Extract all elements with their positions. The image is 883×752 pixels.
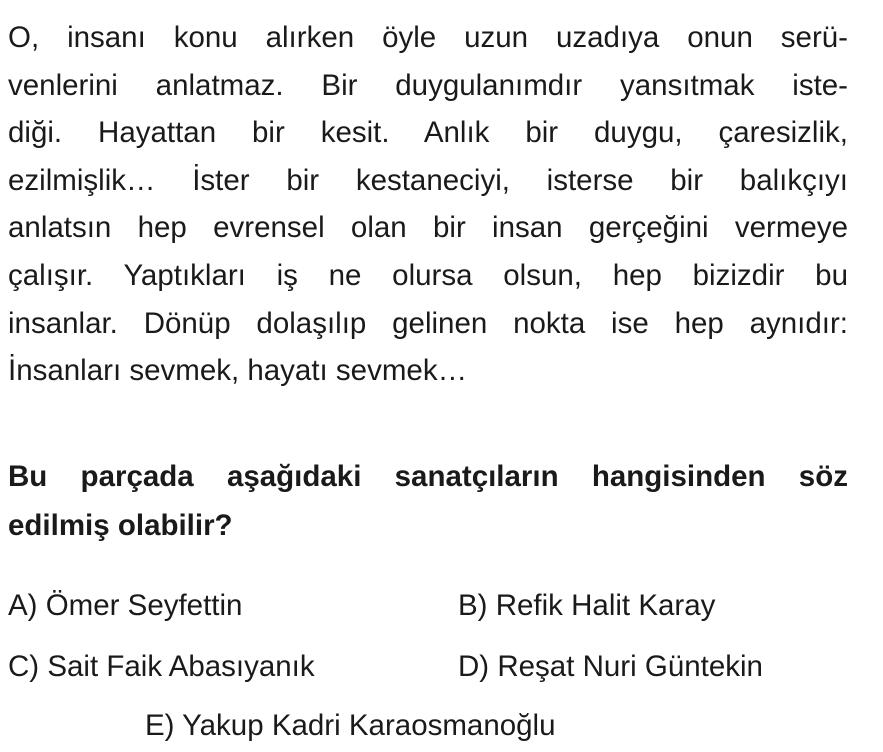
passage-line: insanlar. Dönüp dolaşılıp gelinen nokta ise hep aynıdır: (8, 306, 848, 340)
passage-line: venlerini anlatmaz. Bir duygulanımdır yansıtmak iste- (8, 68, 848, 102)
option-c[interactable]: C) Sait Faik Abasıyanık (8, 650, 315, 683)
passage-line: anlatsın hep evrensel olan bir insan gerçeğini vermeye (8, 211, 848, 245)
passage-line: diği. Hayattan bir kesit. Anlık bir duygu, çaresizlik, (8, 116, 848, 150)
question-stem (8, 452, 848, 550)
option-a[interactable]: A) Ömer Seyfettin (8, 589, 243, 622)
passage-line: O, insanı konu alırken öyle uzun uzadıya onun serü- (8, 21, 848, 54)
option-e[interactable]: E) Yakup Kadri Karaosmanoğlu (145, 709, 556, 742)
option-d[interactable]: D) Reşat Nuri Güntekin (458, 650, 763, 683)
passage-text (8, 14, 848, 395)
passage-line: ezilmişlik… İster bir kestaneciyi, isterse bir balıkçıyı (8, 163, 848, 197)
passage-line: İnsanları sevmek, hayatı sevmek… (8, 354, 468, 388)
option-b[interactable]: B) Refik Halit Karay (458, 589, 716, 622)
passage-line: çalışır. Yaptıkları iş ne olursa olsun, hep bizizdir bu (8, 258, 848, 292)
question-line: edilmiş olabilir? (8, 509, 233, 542)
question-line: Bu parçada aşağıdaki sanatçıların hangisinden söz (8, 460, 848, 493)
